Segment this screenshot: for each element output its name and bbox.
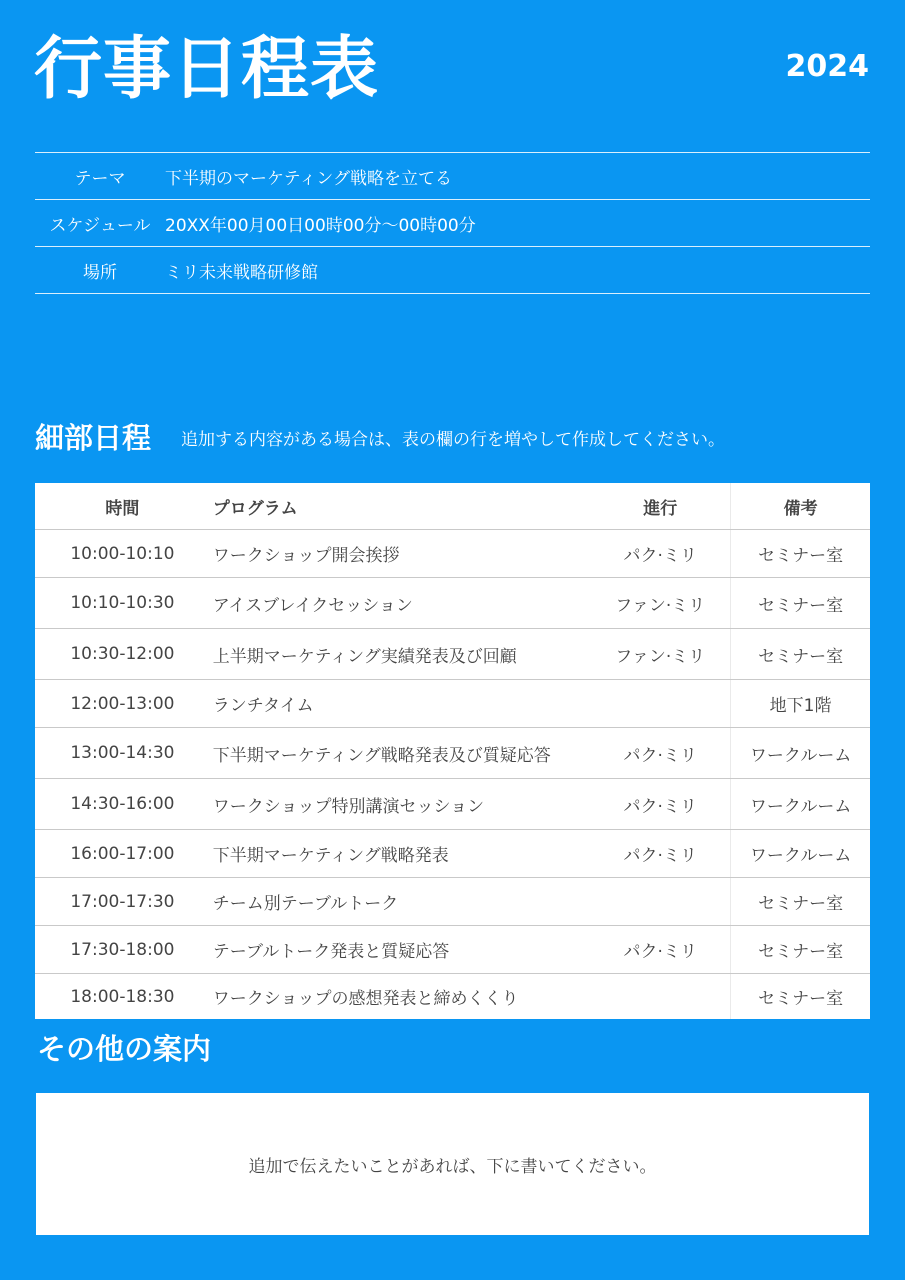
cell-note: ワークルーム [730,830,870,877]
cell-lead: パク·ミリ [623,942,697,962]
cell-program: ワークショップ特別講演セッション [212,796,485,817]
cell-time: 18:00-18:30 [70,986,175,1007]
cell-time: 10:00-10:10 [70,543,175,564]
cell-note: セミナー室 [730,578,870,628]
cell-program: アイスブレイクセッション [212,595,413,616]
cell-note: セミナー室 [730,926,870,973]
other-info-box [36,1093,869,1235]
column-header-lead: 進行 [643,498,678,519]
cell-lead: パク·ミリ [623,546,697,566]
table-row [35,779,870,830]
info-label: スケジュール [49,215,151,236]
info-row-place [35,247,870,294]
cell-program: ワークショップ開会挨拶 [212,546,400,566]
table-row [35,680,870,728]
cell-lead: ファン·ミリ [615,646,706,667]
info-table [35,152,870,294]
cell-note: ワークルーム [730,728,870,778]
table-row [35,728,870,779]
other-info-text: 追加で伝えたいことがあれば、下に書いてください。 [248,1156,657,1177]
cell-program: 下半期マーケティング戦略発表 [212,846,449,866]
cell-program: ランチタイム [212,696,314,716]
schedule-table [35,483,870,1019]
year-label: 2024 [785,49,869,84]
table-row [35,878,870,926]
table-row [35,530,870,578]
cell-program: チーム別テーブルトーク [212,894,399,914]
column-header-note: 備考 [730,483,870,529]
cell-time: 17:30-18:00 [70,939,175,960]
cell-note: ワークルーム [730,779,870,829]
cell-program: 上半期マーケティング実績発表及び回顧 [212,646,517,667]
cell-note: セミナー室 [730,530,870,577]
cell-lead: ファン·ミリ [615,595,706,616]
table-row [35,974,870,1019]
cell-time: 10:10-10:30 [70,593,175,613]
info-row-schedule [35,200,870,247]
table-header-row [35,483,870,530]
cell-program: テーブルトーク発表と質疑応答 [212,942,450,962]
page-title: 行事日程表 [34,30,380,109]
detail-section-title: 細部日程 [35,421,152,455]
cell-program: 下半期マーケティング戦略発表及び質疑応答 [212,745,551,766]
cell-note: セミナー室 [730,974,870,1019]
info-value: 下半期のマーケティング戦略を立てる [165,168,452,189]
cell-lead: パク·ミリ [623,796,697,817]
column-header-time: 時間 [105,498,140,519]
cell-note: 地下1階 [730,680,870,727]
detail-section-note: 追加する内容がある場合は、表の欄の行を増やして作成してください。 [181,430,725,450]
table-row [35,578,870,629]
column-header-program: プログラム [212,498,298,519]
cell-time: 17:00-17:30 [70,891,175,912]
info-row-theme [35,153,870,200]
info-label: テーマ [74,168,126,189]
cell-lead: パク·ミリ [623,745,697,766]
table-row [35,830,870,878]
cell-note: セミナー室 [730,629,870,679]
other-section-title: その他の案内 [37,1032,212,1066]
cell-program: ワークショップの感想発表と締めくくり [212,989,519,1009]
info-value: 20XX年00月00日00時00分〜00時00分 [165,215,476,236]
cell-note: セミナー室 [730,878,870,925]
cell-lead: パク·ミリ [623,846,697,866]
cell-time: 10:30-12:00 [70,644,175,664]
cell-time: 12:00-13:00 [70,693,175,714]
table-row [35,629,870,680]
cell-time: 16:00-17:00 [70,843,175,864]
info-label: 場所 [83,262,117,283]
table-row [35,926,870,974]
info-value: ミリ未来戦略研修館 [165,262,318,283]
cell-time: 14:30-16:00 [70,794,175,814]
cell-time: 13:00-14:30 [70,743,175,763]
